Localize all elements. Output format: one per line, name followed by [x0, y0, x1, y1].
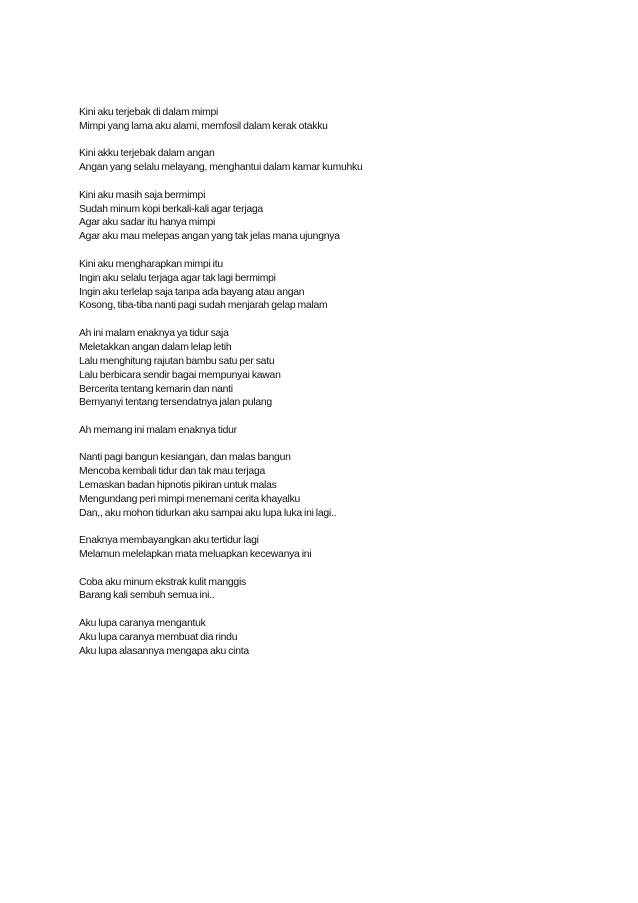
- poem-line: Bercerita tentang kemarin dan nanti: [79, 383, 233, 395]
- poem-line: Nanti pagi bangun kesiangan, dan malas bangun: [79, 452, 291, 464]
- stanza: [79, 451, 579, 521]
- poem-line: Aku lupa alasannya mengapa aku cinta: [79, 645, 249, 657]
- poem-line: Dan,, aku mohon tidurkan aku sampai aku lupa luka ini lagi..: [79, 507, 337, 519]
- poem-line: Melamun melelapkan mata meluapkan kecewanya ini: [79, 549, 312, 561]
- poem-line: Mimpi yang lama aku alami, memfosil dalam kerak otakku: [79, 120, 328, 132]
- stanza: [79, 189, 579, 245]
- poem-line: Kini aku terjebak di dalam mimpi: [79, 107, 219, 118]
- poem-line: Sudah minum kopi berkali-kali agar terjaga: [79, 203, 263, 215]
- poem-line: Lemaskan badan hipnotis pikiran untuk malas: [79, 480, 277, 492]
- poem-line: Ingin aku selalu terjaga agar tak lagi bermimpi: [79, 272, 276, 284]
- poem-line: Kini akku terjebak dalam angan: [79, 148, 215, 160]
- poem-line: Meletakkan angan dalam lelap letih: [79, 341, 232, 353]
- stanza: [79, 147, 579, 175]
- poem-line: Enaknya membayangkan aku tertidur lagi: [79, 535, 259, 547]
- poem-line: Lalu berbicara sendir bagai mempunyai kawan: [79, 369, 281, 381]
- stanza: [79, 534, 579, 562]
- stanza: [79, 258, 579, 314]
- poem-line: Agar aku sadar itu hanya mimpi: [79, 217, 216, 229]
- poem-line: Aku lupa caranya mengantuk: [79, 617, 206, 629]
- poem-line: Lalu menghitung rajutan bambu satu per satu: [79, 355, 275, 367]
- poem-line: Kini aku mengharapkan mimpi itu: [79, 258, 223, 270]
- poem-line: Kosong, tiba-tiba nanti pagi sudah menjarah gelap malam: [79, 300, 328, 312]
- poem-line: Coba aku minum ekstrak kulit manggis: [79, 576, 246, 588]
- poem-line: Agar aku mau melepas angan yang tak jelas mana ujungnya: [79, 231, 340, 243]
- poem-line: Mencoba kembali tidur dan tak mau terjaga: [79, 466, 266, 478]
- stanza: [79, 576, 579, 604]
- poem-body: [79, 106, 579, 672]
- stanza: [79, 617, 579, 659]
- stanza: [79, 327, 579, 410]
- stanza: [79, 424, 579, 438]
- poem-line: Bernyanyi tentang tersendatnya jalan pulang: [79, 397, 272, 409]
- poem-line: Angan yang selalu melayang, menghantui dalam kamar kumuhku: [79, 162, 363, 174]
- poem-line: Ingin aku terlelap saja tanpa ada bayang atau angan: [79, 286, 305, 298]
- poem-line: Ah ini malam enaknya ya tidur saja: [79, 327, 229, 339]
- stanza: [79, 106, 579, 134]
- poem-line: Mengundang peri mimpi menemani cerita khayalku: [79, 493, 301, 505]
- poem-line: Aku lupa caranya membuat dia rindu: [79, 631, 238, 643]
- poem-line: Kini aku masih saja bermimpi: [79, 189, 206, 201]
- poem-line: Ah memang ini malam enaknya tidur: [79, 424, 237, 436]
- poem-line: Barang kali sembuh semua ini..: [79, 590, 215, 602]
